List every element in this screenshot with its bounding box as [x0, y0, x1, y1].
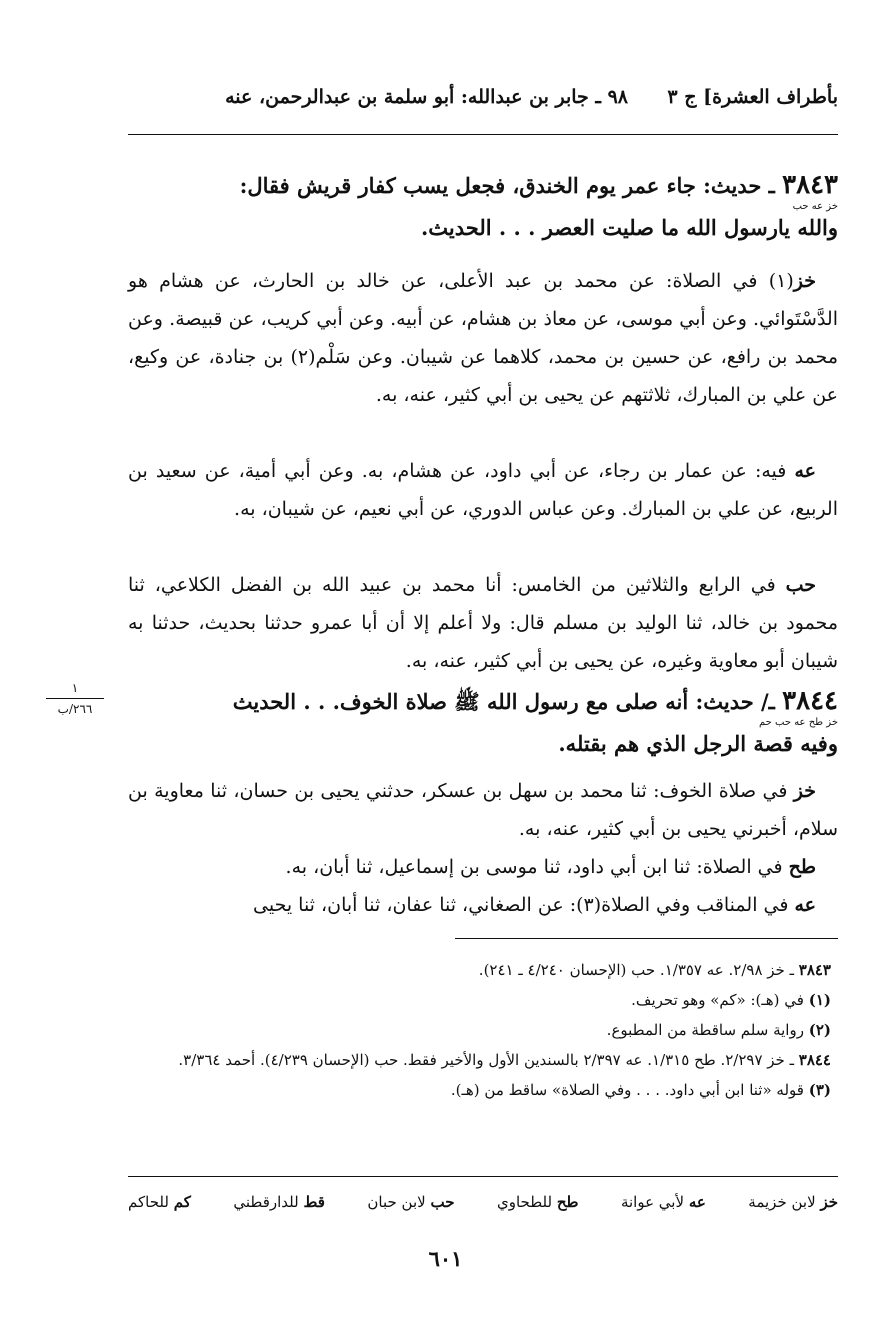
legend-item [748, 1193, 838, 1211]
legend-item [233, 1193, 325, 1211]
footnote-number: ٣٨٤٣ [798, 961, 831, 979]
header-chapter: ٩٨ ـ جابر بن عبدالله: أبو سلمة بن عبدالرحمن، عنه [225, 86, 628, 108]
header-volume: بأطراف العشرة] ج ٣ [667, 86, 838, 108]
hadith-sigla: خز طح عه حب حم [759, 717, 838, 728]
footnote-item [131, 985, 831, 1015]
footnote-number: (٣) [808, 1081, 831, 1099]
hadith-3844-heading [128, 686, 838, 759]
legend-abbr: كم [173, 1193, 191, 1211]
paragraph-tahawi [128, 848, 838, 886]
paragraph-lead: عه [794, 894, 816, 916]
legend-abbr: طح [556, 1193, 579, 1211]
header-rule [128, 134, 838, 135]
footnote-number: (٢) [808, 1021, 831, 1039]
footnote-item [131, 955, 831, 985]
paragraph-awana-2 [128, 886, 838, 924]
hadith-title: ـ/ حديث: أنه صلى مع رسول الله ﷺ صلاة الخوف. . . الحديث [232, 689, 783, 714]
folio-note-bottom: ٢٦٦/ب [57, 702, 93, 716]
footnote-text: ـ خز ٢/٢٩٧. طح ١/٣١٥. عه ٢/٣٩٧ بالسندين الأول والأخير فقط. حب (الإحسان ٤/٢٣٩). أحمد ٣/٣٦٤. [178, 1051, 799, 1069]
legend-item [497, 1193, 578, 1211]
legend-rule [128, 1176, 838, 1177]
legend-abbr: حب [430, 1193, 455, 1211]
hadith-3843-heading [128, 170, 838, 243]
legend-abbr: خز [820, 1193, 838, 1211]
paragraph-text: فيه: عن عمار بن رجاء، عن أبي داود، عن هشام، به. وعن أبي أمية، عن سعيد بن الربيع، عن علي بن المبارك. وعن عباس الدوري، عن أبي نعيم، عن شيبان، به. [128, 460, 838, 520]
legend-name: للطحاوي [496, 1193, 553, 1211]
legend-name: للحاكم [128, 1193, 169, 1211]
hadith-title-cont: وفيه قصة الرجل الذي هم بقتله. [558, 731, 838, 756]
footnote-text: في (هـ): «كم» وهو تحريف. [631, 991, 809, 1009]
paragraph-khuz [128, 262, 838, 414]
hadith-title: ـ حديث: جاء عمر يوم الخندق، فجعل يسب كفار قريش فقال: [239, 173, 783, 198]
paragraph-awana [128, 452, 838, 528]
paragraph-lead: حب [785, 574, 816, 596]
legend-name: لابن حبان [367, 1193, 426, 1211]
paragraph-text: في الصلاة: ثنا ابن أبي داود، ثنا موسى بن إسماعيل، ثنا أبان، به. [285, 856, 789, 878]
abbreviation-legend [128, 1193, 838, 1211]
footnote-number: (١) [808, 991, 831, 1009]
paragraph-lead: خز [793, 270, 816, 292]
footnote-list [131, 955, 831, 1105]
footnote-item [131, 1015, 831, 1045]
hadith-number: ٣٨٤٤ [782, 686, 838, 716]
paragraph-text: (١) في الصلاة: عن محمد بن عبد الأعلى، عن خالد بن الحارث، عن هشام هو الدَّسْتَوائي. وعن أبي موسى، عن معاذ بن هشام، عن أبيه. وعن أبي كريب، عن قبيصة. وعن محمد بن رافع، عن حسين بن محمد، كلاهما عن شيبان. وعن سَلْم(٢) بن جنادة، عن وكيع، عن علي بن المبارك، ثلاثتهم عن يحيى بن أبي كثير، عنه، به. [128, 270, 839, 406]
hadith-title-cont: والله يارسول الله ما صليت العصر . . . الحديث. [421, 215, 838, 240]
legend-name: لأبي عوانة [620, 1193, 685, 1211]
footnote-text: قوله «ثنا ابن أبي داود. . . . وفي الصلاة» ساقط من (هـ). [450, 1081, 809, 1099]
paragraph-lead: طح [788, 856, 816, 878]
paragraph-khuz-2 [128, 772, 838, 848]
hadith-number: ٣٨٤٣ [782, 170, 838, 200]
legend-item [367, 1193, 454, 1211]
hadith-sigla: خز عه حب [792, 201, 838, 212]
running-header [128, 86, 838, 120]
footnote-number: ٣٨٤٤ [798, 1051, 831, 1069]
paragraph-text: في الرابع والثلاثين من الخامس: أنا محمد بن عبيد الله بن الفضل الكلاعي، ثنا محمود بن خالد، ثنا الوليد بن مسلم قال: ولا أعلم إلا أن أبا عمرو حدثنا بحديث، حدثنا به شيبان أبو معاوية وغيره، عن يحيى بن أبي كثير، عنه، به. [128, 574, 838, 672]
manuscript-folio-note [40, 680, 110, 717]
paragraph-hibban [128, 566, 838, 680]
paragraph-text: في المناقب وفي الصلاة(٣): عن الصغاني، ثنا عفان، ثنا أبان، ثنا يحيى [253, 894, 795, 916]
legend-item [621, 1193, 706, 1211]
paragraph-lead: خز [793, 780, 816, 802]
legend-abbr: قط [303, 1193, 325, 1211]
footnote-rule [455, 938, 838, 939]
footnote-item [131, 1075, 831, 1105]
paragraph-lead: عه [794, 460, 816, 482]
footnote-text: ـ خز ٢/٩٨. عه ١/٣٥٧. حب (الإحسان ٤/٢٤٠ ـ ٢٤١). [478, 961, 799, 979]
page-number: ٦٠١ [428, 1246, 463, 1271]
paragraph-text: في صلاة الخوف: ثنا محمد بن سهل بن عسكر، حدثني يحيى بن حسان، ثنا معاوية بن سلام، أخبرني يحيى بن أبي كثير، عنه، به. [128, 780, 838, 840]
folio-note-bar [46, 698, 104, 699]
legend-item [128, 1193, 191, 1211]
footnote-text: رواية سلم ساقطة من المطبوع. [606, 1021, 809, 1039]
legend-abbr: عه [688, 1193, 706, 1211]
footnote-item [131, 1045, 831, 1075]
legend-name: لابن خزيمة [748, 1193, 816, 1211]
folio-note-top: ١ [71, 681, 79, 695]
legend-name: للدارقطني [233, 1193, 299, 1211]
